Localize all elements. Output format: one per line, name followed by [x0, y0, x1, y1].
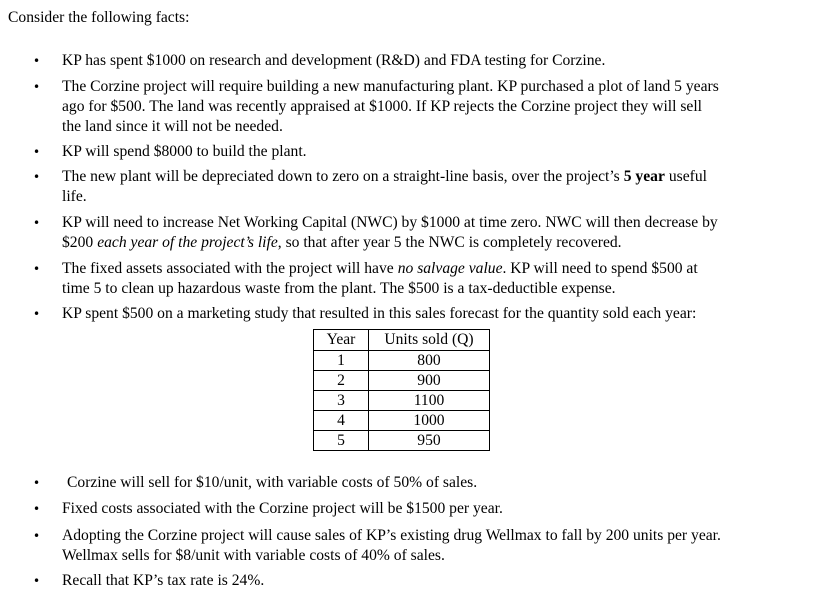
list-item	[62, 304, 797, 324]
fact-depreciation-line-2: life.	[62, 188, 87, 205]
table-row	[314, 371, 490, 391]
header-units-sold: Units sold (Q)	[369, 330, 490, 351]
bullet-icon	[33, 213, 40, 233]
table-row	[314, 391, 490, 411]
fact-tax-rate: Recall that KP’s tax rate is 24%.	[62, 572, 265, 589]
list-item	[62, 526, 797, 566]
cell-units: 1000	[369, 411, 490, 431]
fact-land-line-2: ago for $500. The land was recently appraised at $1000. If KP rejects the Corzine project they will sell	[62, 98, 703, 115]
list-item	[62, 571, 797, 591]
fact-nwc-line-1: KP will need to increase Net Working Capital (NWC) by $1000 at time zero. NWC will then decrease by	[62, 214, 718, 231]
list-item	[62, 259, 797, 299]
bullet-icon	[33, 571, 40, 591]
fact-nwc-line-2: $200 each year of the project’s life, so that after year 5 the NWC is completely recovered.	[62, 234, 622, 251]
useful-life-emphasis: 5 year	[623, 168, 665, 185]
fact-salvage-line-1: The fixed assets associated with the project will have no salvage value. KP will need to spend $500 at	[62, 260, 698, 277]
bullet-icon	[33, 77, 40, 97]
bullet-icon	[33, 304, 40, 324]
table-row	[314, 411, 490, 431]
table-header-row	[314, 330, 490, 351]
cell-units: 900	[369, 371, 490, 391]
bullet-icon	[33, 167, 40, 187]
list-item	[62, 167, 797, 207]
sales-forecast-table	[313, 329, 490, 451]
cell-units: 800	[369, 351, 490, 371]
fact-marketing-study: KP spent $500 on a marketing study that resulted in this sales forecast for the quantity sold each year:	[62, 305, 697, 322]
cell-year: 5	[314, 431, 369, 451]
table-row	[314, 351, 490, 371]
fact-erosion-line-2: Wellmax sells for $8/unit with variable costs of 40% of sales.	[62, 547, 445, 564]
list-item	[62, 51, 797, 71]
bullet-icon	[33, 499, 40, 519]
list-item	[62, 499, 797, 519]
fact-fixed-costs: Fixed costs associated with the Corzine project will be $1500 per year.	[62, 500, 503, 517]
cell-year: 1	[314, 351, 369, 371]
bullet-icon	[33, 51, 40, 71]
list-item	[67, 473, 802, 493]
nwc-period-emphasis: each year of the project’s life	[97, 234, 278, 251]
list-item	[62, 77, 797, 137]
header-year: Year	[314, 330, 369, 351]
bullet-icon	[33, 259, 40, 279]
fact-price-variable-cost: Corzine will sell for $10/unit, with variable costs of 50% of sales.	[67, 474, 478, 491]
table-row	[314, 431, 490, 451]
fact-depreciation-line-1: The new plant will be depreciated down to zero on a straight-line basis, over the project’s 5 year useful	[62, 168, 707, 185]
cell-units: 1100	[369, 391, 490, 411]
fact-plant-cost: KP will spend $8000 to build the plant.	[62, 143, 307, 160]
intro-text: Consider the following facts:	[8, 9, 190, 26]
salvage-emphasis: no salvage value	[397, 260, 503, 277]
cell-year: 4	[314, 411, 369, 431]
cell-year: 2	[314, 371, 369, 391]
bullet-icon	[33, 526, 40, 546]
fact-erosion-line-1: Adopting the Corzine project will cause sales of KP’s existing drug Wellmax to fall by 200 units per year.	[62, 527, 721, 544]
list-item	[62, 213, 797, 253]
fact-rd-spending: KP has spent $1000 on research and development (R&D) and FDA testing for Corzine.	[62, 52, 606, 69]
fact-land-line-1: The Corzine project will require building a new manufacturing plant. KP purchased a plot of land 5 years	[62, 78, 719, 95]
cell-year: 3	[314, 391, 369, 411]
fact-salvage-line-2: time 5 to clean up hazardous waste from the plant. The $500 is a tax-deductible expense.	[62, 280, 616, 297]
list-item	[62, 142, 797, 162]
fact-land-line-3: the land since it will not be needed.	[62, 118, 283, 135]
bullet-icon	[33, 473, 40, 493]
bullet-icon	[33, 142, 40, 162]
cell-units: 950	[369, 431, 490, 451]
